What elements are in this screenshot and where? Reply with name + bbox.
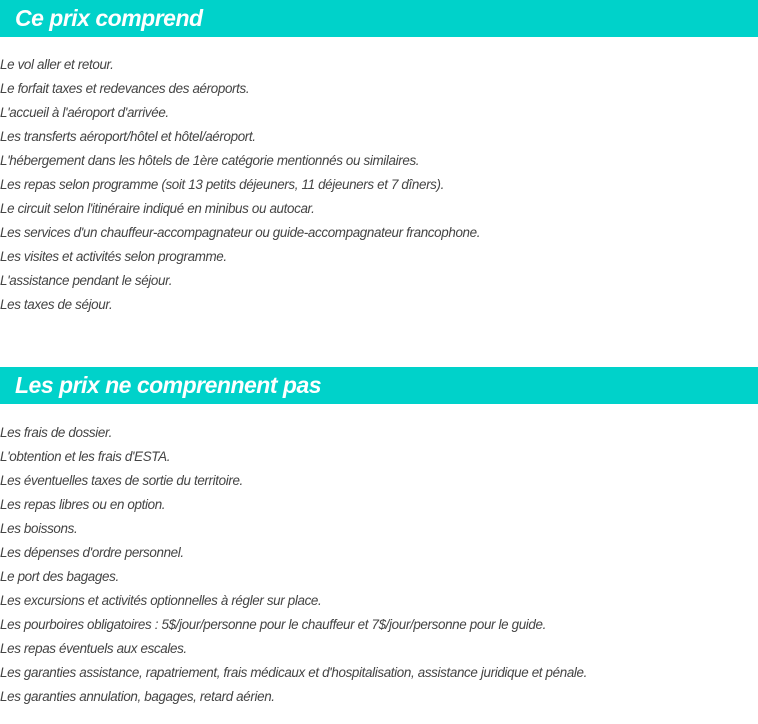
list-item: Le vol aller et retour. <box>0 57 114 72</box>
list-item: Les pourboires obligatoires : 5$/jour/personne pour le chauffeur et 7$/jour/personne pour le guide. <box>0 617 546 632</box>
list-item: Les repas éventuels aux escales. <box>0 641 187 656</box>
list-item: Le circuit selon l'itinéraire indiqué en minibus ou autocar. <box>0 201 315 216</box>
list-item: L'assistance pendant le séjour. <box>0 273 173 288</box>
included-section <box>0 0 758 317</box>
excluded-list <box>0 421 758 709</box>
list-item: Les visites et activités selon programme. <box>0 249 227 264</box>
list-item: Le forfait taxes et redevances des aéroports. <box>0 81 250 96</box>
list-item: Les dépenses d'ordre personnel. <box>0 545 184 560</box>
list-item: Les éventuelles taxes de sortie du territoire. <box>0 473 243 488</box>
list-item: Les frais de dossier. <box>0 425 112 440</box>
list-item: L'hébergement dans les hôtels de 1ère catégorie mentionnés ou similaires. <box>0 153 420 168</box>
list-item: Les garanties assistance, rapatriement, frais médicaux et d'hospitalisation, assistance juridique et pénale. <box>0 665 588 680</box>
included-heading: Ce prix comprend <box>0 0 758 37</box>
list-item: Les excursions et activités optionnelles à régler sur place. <box>0 593 322 608</box>
excluded-section <box>0 367 758 709</box>
list-item: Les repas libres ou en option. <box>0 497 166 512</box>
list-item: L'accueil à l'aéroport d'arrivée. <box>0 105 169 120</box>
list-item: Les boissons. <box>0 521 78 536</box>
list-item: L'obtention et les frais d'ESTA. <box>0 449 171 464</box>
list-item: Le port des bagages. <box>0 569 119 584</box>
list-item: Les taxes de séjour. <box>0 297 113 312</box>
list-item: Les garanties annulation, bagages, retard aérien. <box>0 689 275 704</box>
excluded-heading: Les prix ne comprennent pas <box>0 367 758 404</box>
list-item: Les services d'un chauffeur-accompagnateur ou guide-accompagnateur francophone. <box>0 225 481 240</box>
list-item: Les repas selon programme (soit 13 petits déjeuners, 11 déjeuners et 7 dîners). <box>0 177 445 192</box>
list-item: Les transferts aéroport/hôtel et hôtel/aéroport. <box>0 129 256 144</box>
included-list <box>0 53 758 317</box>
